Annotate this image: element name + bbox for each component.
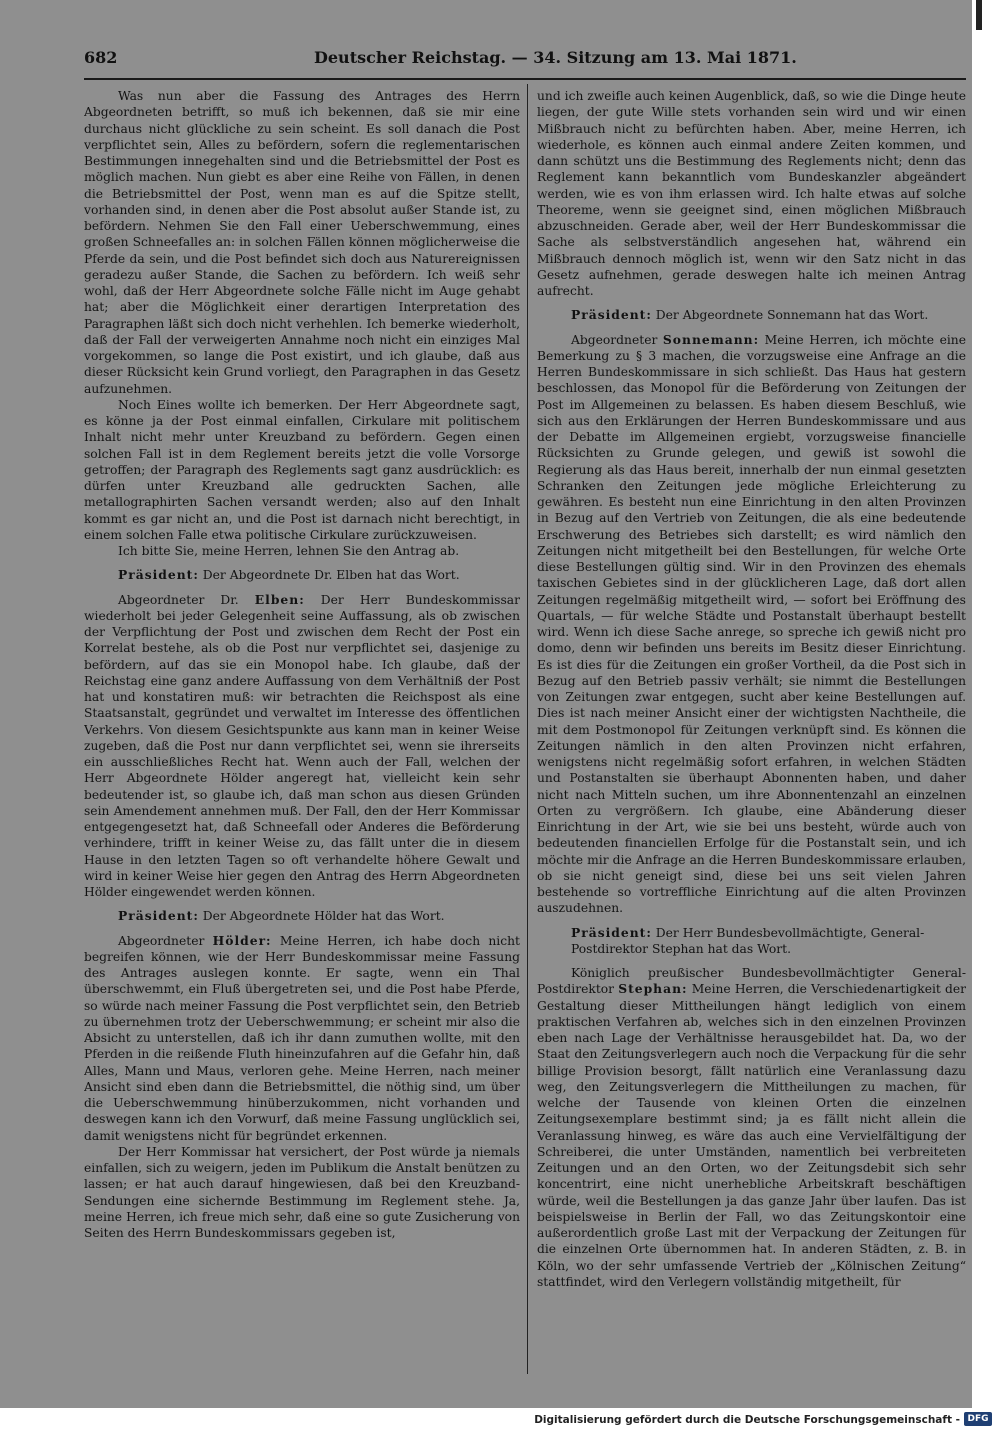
left-column <box>84 88 520 1373</box>
speaker-label: Präsident: <box>571 307 652 323</box>
speaker-prefix: Abgeordneter Dr. <box>118 592 239 607</box>
paragraph-text: Der Herr Kommissar hat versichert, der Post würde ja niemals einfallen, sich zu weigern, jeden im Publikum die Anstalt benützen zu lassen; er hat auch darauf hingewiesen, daß bei den Kreuzband-Sendungen eine sichernde Bestimmung im Reglement stehe. Ja, meine Herren, ich freue mich sehr, daß eine so gute Zusicherung von Seiten des Herrn Bundeskommissars gegeben ist, <box>84 1144 520 1240</box>
speaker-label: Präsident: <box>118 908 199 924</box>
speaker-prefix: Abgeordneter <box>118 933 205 948</box>
speech-paragraph <box>84 592 520 901</box>
announcement-text: Der Abgeordnete Sonnemann hat das Wort. <box>655 308 929 323</box>
speaker-label: Präsident: <box>571 924 652 940</box>
president-announcement <box>537 307 966 323</box>
speaker-prefix: Abgeordneter <box>571 332 658 347</box>
paragraph-text: Ich bitte Sie, meine Herren, lehnen Sie den Antrag ab. <box>118 544 460 558</box>
speaker-label: Präsident: <box>118 567 199 583</box>
speaker-prefix: Königlich preußischer Bundesbevollmächtigter General-Postdirektor <box>537 966 966 997</box>
speech-text: Meine Herren, ich möchte eine Bemerkung zu § 3 machen, die vorzugsweise eine Anfrage an die Herren Bundeskommissare in sich schließt. Das Haus hat gestern beschlossen, das Monopol für die Beförderung von Zeitungen der Post im Allgemeinen zu belassen. Es haben diesem Beschluß, wie sich aus den Erklärungen der Herren Bundeskommissare und aus der Debatte im Allgemeinen ergiebt, vorzugsweise financielle Rücksichten zu Grunde gelegen, und gewiß ist sowohl die Regierung als das Haus bereit, innerhalb der nun einmal gesetzten Schranken den Zeitungen jede mögliche Erleichterung zu gewähren. Es besteht nun eine Einrichtung in den alten Provinzen in Bezug auf den Vertrieb von Zeitungen, die als eine bedeutende Erschwerung des Betriebes sich darstellt; es wird nämlich den Zeitungen nicht mitgetheilt bei den Bestellungen, für welche Orte diese Bestellungen gültig sind. Wir in den Provinzen des ehemals taxischen Gebietes sind in der glücklicheren Lage, daß dort allen Zeitungen regelmäßig mitgetheilt wird, — sofort bei Eröffnung des Quartals, — für welche Städte und Postanstalt überhaupt bestellt wird. Wenn ich diese Sache anrege, so spreche ich gewiß nicht pro domo, denn wir befinden uns bereits im Besitz dieser Einrichtung. Es ist dies für die Zeitungen ein großer Vortheil, da die Post sich in Bezug auf den Betrieb passiv verhält; sie nimmt die Bestellungen von Zeitungen zwar entgegen, sucht aber keine Bestellungen auf. Dies ist nach meiner Ansicht einer der wichtigsten Nachtheile, die mit dem Postmonopol für Zeitungen verknüpft sind. Es können die Zeitungen nämlich in den alten Provinzen nicht erfahren, wenigstens nicht regelmäßig sofort erfahren, in welchen Städten und Postanstalten sie überhaupt Abonnenten haben, und daher nicht nach Mitteln suchen, um ihre Abonnentenzahl an einzelnen Orten zu vergrößern. Ich glaube, eine Abänderung dieser Einrichtung in der Art, wie sie bei uns besteht, würde auch von bedeutenden financiellen Erfolge für die Postanstalt sein, und ich möchte mir die Anfrage an die Herren Bundeskommissare erlauben, ob sie nicht geneigt sind, diese bei uns seit vielen Jahren bestehende so vortreffliche Einrichtung auf die alten Provinzen auszudehnen. <box>537 332 966 916</box>
announcement-text: Der Abgeordnete Hölder hat das Wort. <box>202 909 445 924</box>
speaker-name: Stephan: <box>618 981 688 997</box>
president-announcement <box>84 908 520 924</box>
text-paragraph <box>537 88 966 299</box>
president-announcement <box>84 567 520 583</box>
paragraph-text: Noch Eines wollte ich bemerken. Der Herr Abgeordnete sagt, es könne ja der Post einmal einfallen, Cirkulare mit politischem Inhalt nicht mehr unter Kreuzband zu befördern. Gegen einen solchen Fall ist in dem Reglement bereits jetzt die volle Vorsorge getroffen; der Paragraph des Reglements sagt ganz ausdrücklich: es dürfen unter Kreuzband alle gedruckten Sachen, alle metallographirten Sachen versandt werden; also auf den Inhalt kommt es gar nicht an, und die Post ist darnach nicht berechtigt, in einem solchen Falle etwa politische Cirkulare zurückzuweisen. <box>84 397 520 542</box>
speaker-name: Sonnemann: <box>662 331 760 347</box>
announcement-text: Der Herr Bundesbevollmächtigte, General-Postdirektor Stephan hat das Wort. <box>571 925 925 956</box>
announcement-text: Der Abgeordnete Dr. Elben hat das Wort. <box>202 568 460 583</box>
speech-text: Meine Herren, ich habe doch nicht begreifen können, wie der Herr Bundeskommissar meine Fassung des Antrages auslegen konnte. Er sagte, wenn ein Thal überschwemmt, ein Fluß übergetreten sei, und die Post habe Pferde, so würde nach meiner Fassung die Post verpflichtet sein, den Betrieb zu übernehmen trotz der Ueberschwemmung; er scheint mir also die Absicht zu unterstellen, daß ich ihr dann zumuthen wollte, mit den Pferden in die reißende Fluth hineinzufahren auf die Gefahr hin, daß Alles, Mann und Maus, verloren gehe. Meine Herren, nach meiner Ansicht sind eben dann die Betriebsmittel, die nöthig sind, um über die Ueberschwemmung hinüberzukommen, nicht vorhanden und deswegen kann ich den Vorwurf, daß meine Fassung unglücklich sei, damit wenigstens nicht für begründet erkennen. <box>84 933 520 1143</box>
column-divider <box>527 84 528 1374</box>
speech-text: Meine Herren, die Verschiedenartigkeit der Gestaltung dieser Mittheilungen hängt lediglich von einem praktischen Verfahren ab, welches sich in den einzelnen Provinzen eben nach Lage der Verhältnisse herausgebildet hat. Da, wo der Staat den Zeitungsverlegern auch noch die Verpackung für die sehr billige Provision besorgt, fällt natürlich eine Veranlassung dazu weg, den Zeitungsverlegern die Mittheilungen zu machen, für welche der Tausende von kleinen Orten die einzelnen Zeitungsexemplare bestimmt sind; ja es fällt nicht allein die Veranlassung hinweg, es wäre das auch eine Vervielfältigung der Schreiberei, die unter Umständen, namentlich bei verbreiteten Zeitungen und an den Orten, wo der Zeitungsdebit sich sehr koncentrirt, eine nicht unerhebliche Arbeitskraft beschäftigen würde, weil die Bestellungen ja das ganze Jahr über laufen. Das ist beispielsweise in Berlin der Fall, wo das Zeitungskontoir eine außerordentlich große Last mit der Verpackung der Zeitungen für die einzelnen Orte übernommen hat. In anderen Städten, z. B. in Köln, wo der sehr umfassende Vertrieb der „Kölnischen Zeitung“ stattfindet, wird den Verlegern vollständig mitgetheilt, für <box>537 982 966 1289</box>
dfg-logo: DFG <box>964 1412 992 1426</box>
page-header <box>84 44 968 74</box>
speech-text: Der Herr Bundeskommissar wiederholt bei jeder Gelegenheit seine Auffassung, als ob zwischen der Verpflichtung der Post und zwischen dem Recht der Post ein Korrelat bestehe, als ob die Post nur verpflichtet sei, dasjenige zu befördern, auf das sie ein Monopol habe. Ich glaube, daß der Reichstag eine ganz andere Auffassung von dem Verhältniß der Post hat und konstatiren muß: wir betrachten die Reichspost als eine Staatsanstalt, gegründet und verwaltet im Interesse des öffentlichen Verkehrs. Von diesem Gesichtspunkte aus kann man in keiner Weise zugeben, daß die Post nur dann verpflichtet sei, wenn sie ihrerseits ein ausschließliches Recht hat. Wenn auch der Fall, welchen der Herr Abgeordnete Hölder angeregt hat, vielleicht kein sehr bedeutender ist, so glaube ich, daß man schon aus diesen Gründen sein Amendement annehmen muß. Der Fall, den der Herr Kommissar entgegengesetzt hat, daß Schneefall oder Anderes die Beförderung verhindere, trifft in keiner Weise zu, das fällt unter die in diesem Hause in den letzten Tagen so oft verhandelte höhere Gewalt und wird in keiner Weise hier gegen den Antrag des Herrn Abgeordneten Hölder eingewendet werden können. <box>84 592 520 899</box>
digitization-credit: Digitalisierung gefördert durch die Deutsche Forschungsgemeinschaft - <box>534 1414 960 1426</box>
page-margin-strip <box>972 0 1000 1432</box>
speech-paragraph <box>537 332 966 917</box>
paragraph-text: und ich zweifle auch keinen Augenblick, daß, so wie die Dinge heute liegen, der gute Wille stets vorhanden sein wird und wir einen Mißbrauch nicht zu befürchten haben. Aber, meine Herren, ich wiederhole, es können auch einmal andere Zeiten kommen, und dann schützt uns die Bestimmung des Reglements nicht; denn das Reglement kann bekanntlich vom Bundeskanzler abgeändert werden, wie es von ihm erlassen wird. Ich halte etwas auf solche Theoreme, wenn sie geeignet sind, einen möglichen Mißbrauch abzuschneiden. Gerade aber, weil der Herr Bundeskommissar die Sache als selbstverständlich angesehen hat, während ein Mißbrauch dennoch möglich ist, wenn wir den Satz nicht in das Gesetz aufnehmen, gerade deswegen halte ich meinen Antrag aufrecht. <box>537 89 966 298</box>
text-paragraph <box>84 543 520 559</box>
text-paragraph <box>84 1144 520 1242</box>
text-paragraph <box>84 88 520 397</box>
speaker-name: Elben: <box>254 591 305 607</box>
text-paragraph <box>84 397 520 543</box>
scan-edge-mark <box>976 0 982 30</box>
speech-paragraph <box>537 965 966 1290</box>
president-announcement <box>537 925 966 958</box>
right-column <box>537 88 966 1373</box>
speaker-name: Hölder: <box>212 932 272 948</box>
speech-paragraph <box>84 933 520 1144</box>
header-rule <box>84 78 966 80</box>
running-head: Deutscher Reichstag. — 34. Sitzung am 13. Mai 1871. <box>314 48 797 67</box>
paragraph-text: Was nun aber die Fassung des Antrages des Herrn Abgeordneten betrifft, so muß ich bekennen, daß sie mir eine durchaus nicht glückliche zu sein scheint. Es soll danach die Post verpflichtet sein, Alles zu befördern, sofern die reglementarischen Bestimmungen innegehalten sind und die Betriebsmittel der Post es möglich machen. Nun giebt es aber eine Reihe von Fällen, in denen die Betriebsmittel der Post, wenn man es auf die Spitze stellt, vorhanden sind, in denen aber die Post absolut außer Stande ist, zu befördern. Nehmen Sie den Fall einer Ueberschwemmung, eines großen Schneefalles an: in solchen Fällen können möglicherweise die Pferde da sein, und die Post befindet sich doch aus Naturereignissen geradezu außer Stande, die Sachen zu befördern. Ich weiß sehr wohl, daß der Herr Abgeordnete solche Fälle nicht im Auge gehabt hat; aber die Möglichkeit einer derartigen Interpretation des Paragraphen läßt sich doch nicht verhehlen. Ich bemerke wiederholt, daß der Fall der verweigerten Annahme noch nicht ein einziges Mal vorgekommen, so lange die Post existirt, und ich glaube, daß aus dieser Rücksicht kein Grund vorliegt, den Paragraphen in das Gesetz aufzunehmen. <box>84 89 520 396</box>
page-number: 682 <box>84 48 118 67</box>
